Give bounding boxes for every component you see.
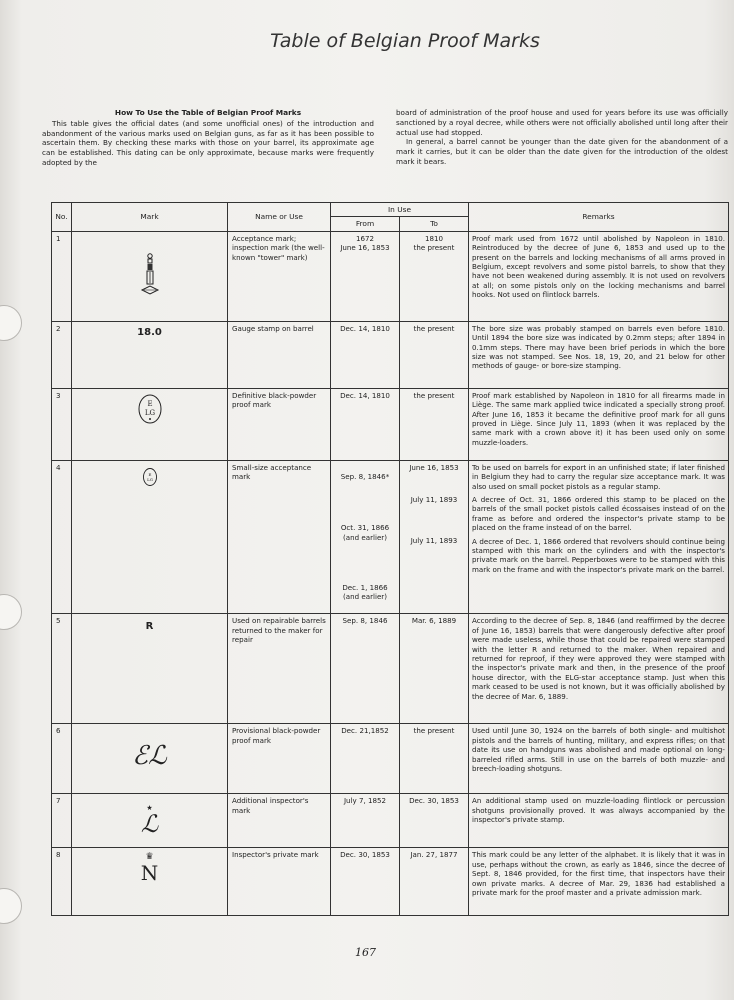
from-date-2: Oct. 31, 1866 (and earlier) [340, 523, 390, 542]
page-title: Table of Belgian Proof Marks [270, 30, 540, 52]
from-cell: 1672 June 16, 1853 [331, 231, 400, 321]
to-date-1: June 16, 1853 [409, 462, 459, 472]
name-cell: Acceptance mark; inspection mark (the well-known "tower" mark) [228, 231, 331, 321]
table-row [52, 724, 729, 794]
binder-hole [0, 305, 22, 341]
small-mark-letter-e: E [148, 471, 151, 477]
mark-cell [72, 848, 228, 916]
r-repair-mark: R [145, 621, 154, 633]
row-number: 5 [52, 614, 72, 724]
header-remarks: Remarks [469, 203, 729, 232]
mark-cell [72, 724, 228, 794]
name-cell: Additional inspector's mark [228, 794, 331, 848]
from-date-3: Dec. 1, 1866 (and earlier) [342, 583, 388, 602]
row-number: 7 [52, 794, 72, 848]
table-row [52, 794, 729, 848]
to-cell: 1810 the present [400, 231, 469, 321]
from-cell [331, 460, 400, 613]
crown-icon: ♛ [145, 852, 154, 863]
mark-cell [72, 231, 228, 321]
mark-cell [72, 614, 228, 724]
row-number: 8 [52, 848, 72, 916]
table-row [52, 388, 729, 460]
from-cell: Dec. 30, 1853 [331, 848, 400, 916]
from-cell: Dec. 21,1852 [331, 724, 400, 794]
remarks-cell [469, 460, 729, 613]
binder-hole [0, 888, 22, 924]
intro-heading: How To Use the Table of Belgian Proof Marks [114, 108, 302, 117]
table-row [52, 614, 729, 724]
header-name: Name or Use [228, 203, 331, 232]
small-elg-mark-icon [142, 467, 158, 487]
table-row [52, 848, 729, 916]
name-cell: Definitive black-powder proof mark [228, 388, 331, 460]
to-cell: the present [400, 321, 469, 388]
name-cell: Small-size acceptance mark [228, 460, 331, 613]
mark-cell [72, 794, 228, 848]
intro-right-text-2: In general, a barrel cannot be younger than the date given for the abandonment of a mark it carries, but it can be older than the date given for the introduction of the oldest mark it bears. [396, 137, 728, 166]
header-mark: Mark [72, 203, 228, 232]
header-no: No. [52, 203, 72, 232]
to-cell: Jan. 27, 1877 [400, 848, 469, 916]
elg-oval-mark-icon [137, 393, 163, 425]
tower-mark-icon [139, 252, 161, 298]
row-number: 4 [52, 460, 72, 613]
name-cell: Inspector's private mark [228, 848, 331, 916]
crowned-n-icon: N [140, 861, 159, 886]
to-cell [400, 460, 469, 613]
to-cell: Mar. 6, 1889 [400, 614, 469, 724]
to-cell: Dec. 30, 1853 [400, 794, 469, 848]
to-date-2: July 11, 1893 [410, 495, 458, 505]
page-number: 167 [355, 946, 376, 959]
from-cell: Dec. 14, 1810 [331, 388, 400, 460]
row-number: 2 [52, 321, 72, 388]
mark-cell [72, 460, 228, 613]
remarks-cell: The bore size was probably stamped on barrels even before 1810. Until 1894 the bore size was indicated by 0.2mm steps; after 1894 in 0.1mm steps. There may have been brief periods in which the bore size was not stamped. See Nos. 18, 19, 20, and 21 below for other methods of gauge- or bore-size stamping. [469, 321, 729, 388]
remarks-cell: Used until June 30, 1924 on the barrels of both single- and multishot pistols and the barrels of hunting, military, and express rifles; on that date its use on handguns was abolished and made optional on long-barreled rifled arms. Still in use on the barrels of both muzzle- and breech-loading shotguns. [469, 724, 729, 794]
row-number: 3 [52, 388, 72, 460]
star-icon: ★ [146, 804, 153, 813]
small-mark-letters-lg: LG [146, 476, 153, 482]
from-cell: Dec. 14, 1810 [331, 321, 400, 388]
from-cell: Sep. 8, 1846 [331, 614, 400, 724]
binder-hole [0, 594, 22, 630]
header-to: To [400, 217, 469, 231]
intro-section [42, 108, 728, 168]
remarks-cell: Proof mark used from 1672 until abolished by Napoleon in 1810. Reintroduced by the decree of June 6, 1853 and used up to the present on the barrels and locking mechanisms of all arms proved in Belgium, except revolvers and some pistol barrels, to show that they have not been weakened during assembly. It is not used on revolvers at all; on some pistols only on the locking mechanisms and barrel hooks. Not used on flintlock barrels. [469, 231, 729, 321]
from-date-1: Sep. 8, 1846* [340, 472, 390, 482]
proof-marks-table [51, 202, 729, 916]
elg-mark-letters-lg: LG [144, 408, 155, 417]
name-cell: Used on repairable barrels returned to the maker for repair [228, 614, 331, 724]
star-script-l-icon: ℒ [140, 810, 159, 839]
header-in-use: In Use [331, 203, 469, 217]
remarks-cell: An additional stamp used on muzzle-loading flintlock or percussion shotguns provisionally proved. It was always accompanied by the inspector's private stamp. [469, 794, 729, 848]
intro-right-text-1: board of administration of the proof house and used for years before its use was officially sanctioned by a royal decree, while others were not officially abolished until long after their actual use had stopped. [396, 108, 728, 137]
mark-cell [72, 321, 228, 388]
to-date-3: July 11, 1893 [410, 535, 458, 545]
row-number: 1 [52, 231, 72, 321]
remarks-para-3: A decree of Dec. 1, 1866 ordered that revolvers should continue being stamped with this mark on the cylinders and with the inspector's private mark on the barrel. Pepperboxes were to be stamped with this mark on the frame and with the inspector's private mark on the barrel. [472, 536, 725, 574]
elg-mark-letter-e: E [146, 399, 153, 408]
name-cell: Provisional black-powder proof mark [228, 724, 331, 794]
table-row [52, 321, 729, 388]
table-row [52, 460, 729, 613]
to-cell: the present [400, 388, 469, 460]
remarks-cell: This mark could be any letter of the alphabet. It is likely that it was in use, perhaps without the crown, as early as 1846, since the decree of Sept. 8, 1846 provided, for the first time, that inspectors have their own private marks. A decree of Mar. 29, 1836 had established a private mark for the proof master and a private admission mark. [469, 848, 729, 916]
from-cell: July 7, 1852 [331, 794, 400, 848]
remarks-para-1: To be used on barrels for export in an unfinished state; if later finished in Belgium they had to carry the regular size acceptance mark. It was also used on small pocket pistols as a regular stamp. [472, 462, 725, 491]
gauge-stamp-mark: 18.0 [137, 326, 162, 338]
header-from: From [331, 217, 400, 231]
name-cell: Gauge stamp on barrel [228, 321, 331, 388]
to-cell: the present [400, 724, 469, 794]
remarks-cell: Proof mark established by Napoleon in 1810 for all firearms made in Liège. The same mark applied twice indicated a specially strong proof. After June 16, 1853 it became the definitive proof mark for all guns proved in Liège. Since July 11, 1893 (when it was replaced by the same mark with a crown above it) it has been used only on some muzzle-loaders. [469, 388, 729, 460]
table-row [52, 231, 729, 321]
intro-right-column [396, 108, 728, 168]
row-number: 6 [52, 724, 72, 794]
remarks-cell: According to the decree of Sep. 8, 1846 (and reaffirmed by the decree of June 16, 1853) barrels that were dangerously defective after proof were made useless, while those that could be repaired were stamped with the letter R and returned to the maker. When repaired and returned for reproof, if they were approved they were stamped with the inspector's private mark and then, in the presence of the proof house director, with the ELG-star acceptance stamp. Just when this mark ceased to be used is not known, but it was officially abolished by the decree of Mar. 6, 1889. [469, 614, 729, 724]
mark-cell [72, 388, 228, 460]
intro-left-column [42, 108, 374, 168]
script-el-monogram-icon: ℰℒ [132, 740, 167, 771]
remarks-para-2: A decree of Oct. 31, 1866 ordered this stamp to be placed on the barrels of the small pocket pistols called écossaises instead of on the frame as before and ordered the inspector's private stamp to be placed on the frame instead of on the barrel. [472, 495, 725, 533]
intro-left-text: This table gives the official dates (and some unofficial ones) of the introduction and abandonment of the various marks used on Belgian guns, as far as it has been possible to ascertain them. By checking these marks with those on your barrel, its approximate age can be established. This dating can be only approximate, because marks were frequently adopted by the [42, 118, 374, 167]
